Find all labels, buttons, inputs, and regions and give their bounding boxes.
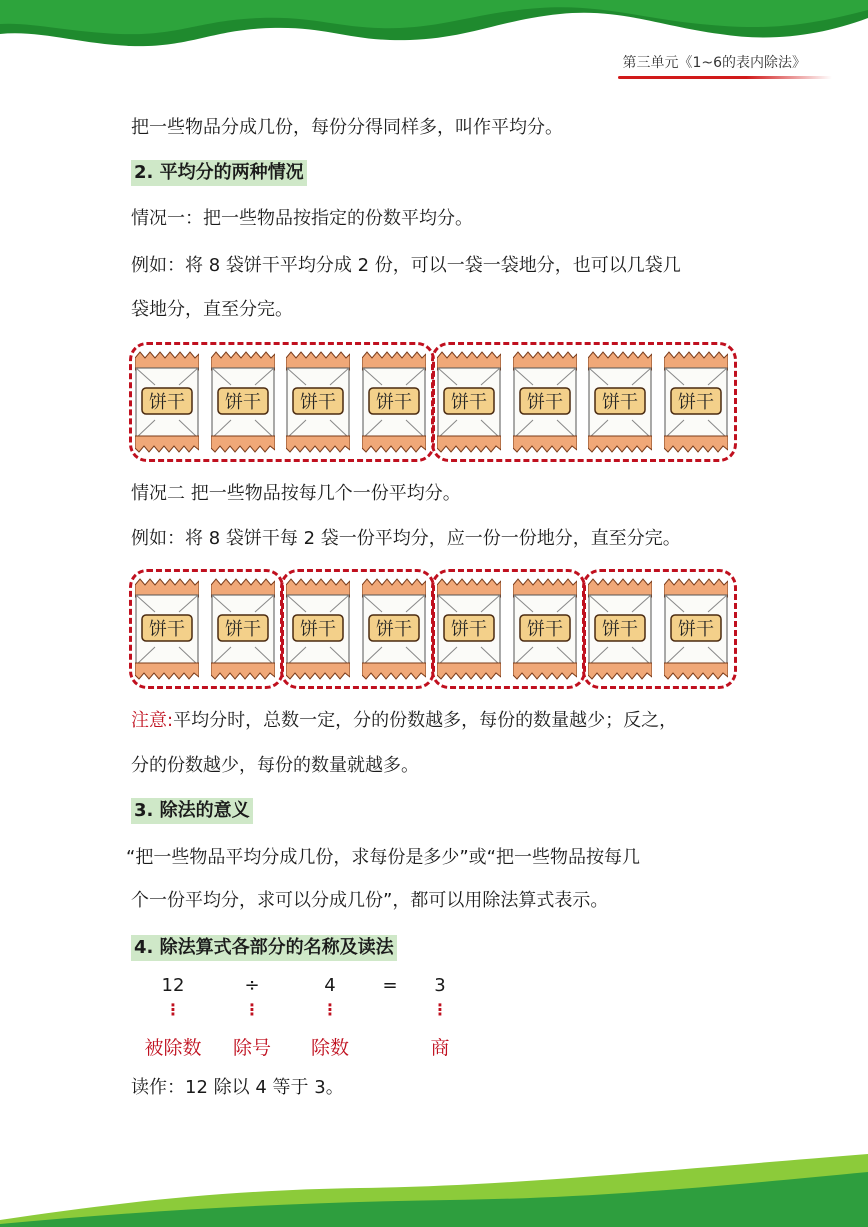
cookie-label: 饼干: [149, 619, 185, 640]
definition-text: 把一些物品分成几份，每份分得同样多，叫作平均分。: [131, 117, 563, 138]
dividend-dots: ⋮: [165, 1000, 181, 1019]
group-outline: [431, 569, 586, 689]
cookie-label: 饼干: [375, 392, 412, 413]
cookie-label: 饼干: [526, 392, 563, 413]
case1-text: 情况一：把一些物品按指定的份数平均分。: [131, 208, 473, 229]
equals-sign: =: [382, 975, 398, 996]
quotient-value: 3: [434, 975, 446, 996]
cookie-label: 饼干: [300, 619, 336, 640]
note-line1: [131, 711, 677, 731]
division-sign: ÷: [244, 975, 260, 996]
quotient-name: 商: [430, 1037, 450, 1059]
case2-example: 例如：将 8 袋饼干每 2 袋一份平均分，应一份一份地分，直至分完。: [131, 528, 681, 549]
divisor-dots: ⋮: [322, 1000, 338, 1019]
cookie-label: 饼干: [602, 392, 638, 413]
cookie-row-by-parts: [131, 340, 735, 464]
cookie-label: 饼干: [677, 392, 714, 413]
section3-line2: 个一份平均分，求可以分成几份”，都可以用除法算式表示。: [131, 890, 609, 911]
group-outline: [129, 569, 284, 689]
section-4-heading: 4. 除法算式各部分的名称及读法: [131, 935, 397, 961]
cookie-label: 饼干: [224, 392, 261, 413]
case1-example-line1: 例如：将 8 袋饼干平均分成 2 份，可以一袋一袋地分，也可以几袋几: [131, 255, 681, 276]
section-3-heading: 3. 除法的意义: [131, 798, 253, 824]
cookie-label: 饼干: [300, 392, 336, 413]
cookie-row-by-size: [131, 567, 735, 691]
group-outline: [129, 342, 435, 462]
cookie-label: 饼干: [375, 619, 412, 640]
case1-example-line2: 袋地分，直至分完。: [131, 299, 293, 320]
sign-name: 除号: [232, 1037, 271, 1059]
bottom-green-wave: [0, 1150, 868, 1227]
dividend-name: 被除数: [144, 1037, 202, 1059]
cookie-label: 饼干: [451, 392, 487, 413]
cookie-label: 饼干: [451, 619, 487, 640]
case2-text: 情况二 把一些物品按每几个一份平均分。: [131, 483, 461, 504]
dividend-value: 12: [161, 975, 185, 996]
note-label: 注意:: [131, 710, 174, 731]
divisor-name: 除数: [310, 1037, 349, 1059]
cookie-label: 饼干: [602, 619, 638, 640]
cookie-label: 饼干: [677, 619, 714, 640]
reading-text: 读作：12 除以 4 等于 3。: [131, 1077, 344, 1098]
note-line2: 分的份数越少，每份的数量就越多。: [131, 755, 419, 776]
group-outline: [582, 569, 737, 689]
group-outline: [431, 342, 737, 462]
section-2-heading: 2. 平均分的两种情况: [131, 160, 307, 186]
cookie-label: 饼干: [526, 619, 563, 640]
quotient-dots: ⋮: [432, 1000, 448, 1019]
divisor-value: 4: [324, 975, 336, 996]
chapter-title: 第三单元《1~6的表内除法》: [622, 55, 806, 71]
sign-dots: ⋮: [244, 1000, 260, 1019]
cookie-label: 饼干: [224, 619, 261, 640]
chapter-underline: [618, 76, 832, 79]
group-outline: [280, 569, 435, 689]
top-green-wave: [0, 0, 868, 60]
note-text-1: 平均分时，总数一定，分的份数越多，每份的数量越少；反之，: [173, 710, 678, 731]
cookie-label: 饼干: [149, 392, 185, 413]
section3-line1: “把一些物品平均分成几份，求每份是多少”或“把一些物品按每几: [126, 847, 640, 868]
